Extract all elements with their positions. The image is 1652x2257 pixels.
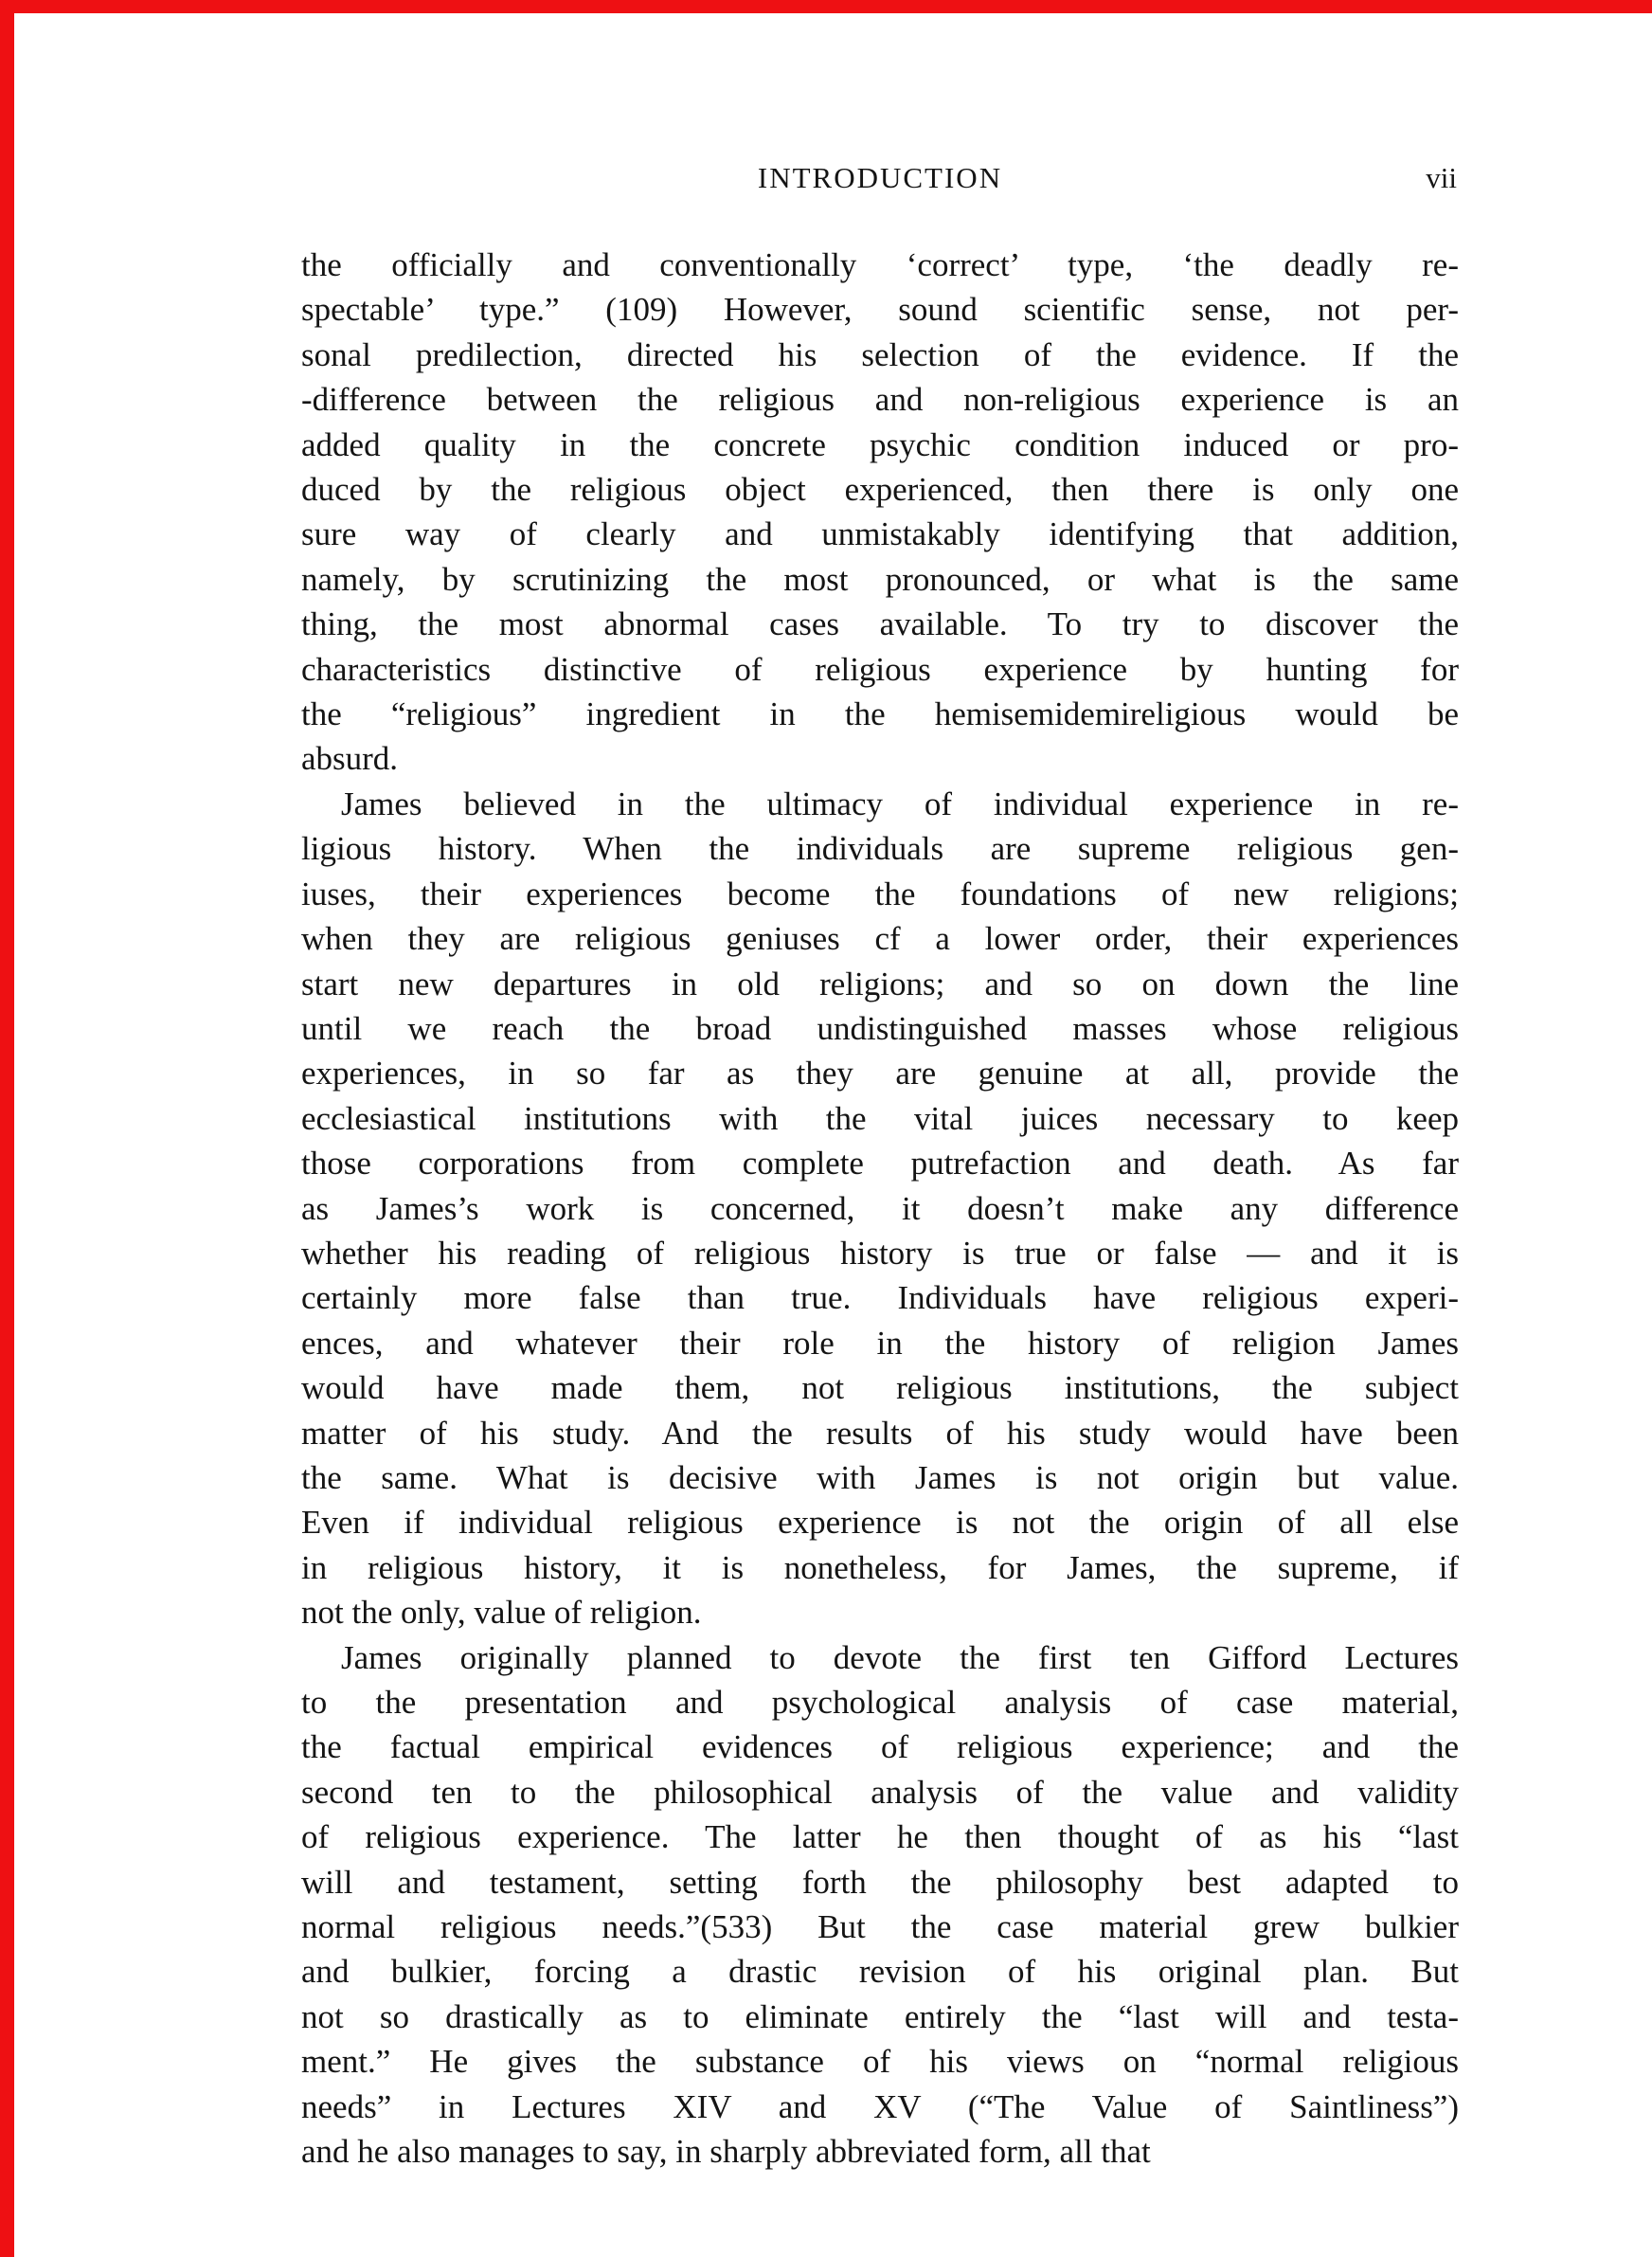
text-line: ences, and whatever their role in the history of religion James [301, 1324, 1459, 1362]
text-line: -difference between the religious and non-religious experience is an [301, 381, 1459, 419]
text-line: those corporations from complete putrefaction and death. As far [301, 1145, 1459, 1183]
text-line: of religious experience. The latter he then thought of as his “last [301, 1818, 1459, 1856]
text-line: in religious history, it is nonetheless, for James, the supreme, if [301, 1548, 1459, 1586]
scan-red-edge-top [0, 0, 1652, 13]
paragraph [301, 1635, 1459, 2175]
text-line: normal religious needs.”(533) But the case material grew bulkier [301, 1908, 1459, 1946]
text-line: namely, by scrutinizing the most pronounced, or what is the same [301, 560, 1459, 598]
text-line: sure way of clearly and unmistakably identifying that addition, [301, 515, 1459, 553]
text-line: Even if individual religious experience is not the origin of all else [301, 1504, 1459, 1542]
text-line: thing, the most abnormal cases available. To try to discover the [301, 605, 1459, 643]
text-line: as James’s work is concerned, it doesn’t make any difference [301, 1189, 1459, 1227]
text-line: iuses, their experiences become the foundations of new religions; [301, 875, 1459, 912]
text-line: ligious history. When the individuals are supreme religious gen- [301, 830, 1459, 868]
text-line: James originally planned to devote the first ten Gifford Lectures [341, 1638, 1459, 1676]
text-line: added quality in the concrete psychic condition induced or pro- [301, 425, 1459, 463]
scan-red-edge-left [0, 0, 14, 2257]
text-line: duced by the religious object experienced, then there is only one [301, 471, 1459, 509]
page-header [301, 161, 1459, 205]
text-line: ment.” He gives the substance of his views on “normal religious [301, 2043, 1459, 2081]
text-line: second ten to the philosophical analysis of the value and validity [301, 1773, 1459, 1811]
text-line: would have made them, not religious institutions, the subject [301, 1369, 1459, 1407]
text-line: not the only, value of religion. [301, 1594, 702, 1632]
text-line: experiences, in so far as they are genuine at all, provide the [301, 1055, 1459, 1092]
text-line: sonal predilection, directed his selection of the evidence. If the [301, 335, 1459, 373]
text-line: James believed in the ultimacy of individual experience in re- [341, 785, 1459, 822]
text-line: start new departures in old religions; and so on down the line [301, 965, 1459, 1002]
text-line: when they are religious geniuses cf a lower order, their experiences [301, 920, 1459, 958]
text-line: to the presentation and psychological analysis of case material, [301, 1684, 1459, 1721]
text-line: the same. What is decisive with James is not origin but value. [301, 1458, 1459, 1496]
text-line: and he also manages to say, in sharply abbreviated form, all that [301, 2133, 1151, 2171]
text-line: needs” in Lectures XIV and XV (“The Value of Saintliness”) [301, 2087, 1459, 2125]
body-text [301, 243, 1459, 2174]
page-number: vii [1426, 161, 1457, 194]
paragraph [301, 243, 1459, 782]
paragraph [301, 782, 1459, 1635]
text-line: until we reach the broad undistinguished masses whose religious [301, 1009, 1459, 1047]
text-line: matter of his study. And the results of his study would have been [301, 1414, 1459, 1452]
text-line: and bulkier, forcing a drastic revision of his original plan. But [301, 1953, 1459, 1991]
text-line: certainly more false than true. Individuals have religious experi- [301, 1279, 1459, 1317]
text-line: the factual empirical evidences of religious experience; and the [301, 1728, 1459, 1766]
text-line: absurd. [301, 740, 399, 778]
text-line: ecclesiastical institutions with the vital juices necessary to keep [301, 1099, 1459, 1137]
text-line: characteristics distinctive of religious experience by hunting for [301, 650, 1459, 688]
text-line: spectable’ type.” (109) However, sound scientific sense, not per- [301, 291, 1459, 329]
text-line: not so drastically as to eliminate entirely the “last will and testa- [301, 1997, 1459, 2035]
page-content [301, 161, 1459, 2174]
running-head: INTRODUCTION [757, 161, 1003, 194]
text-line: the officially and conventionally ‘correct’ type, ‘the deadly re- [301, 246, 1459, 283]
text-line: the “religious” ingredient in the hemisemidemireligious would be [301, 695, 1459, 733]
text-line: will and testament, setting forth the philosophy best adapted to [301, 1863, 1459, 1901]
text-line: whether his reading of religious history is true or false — and it is [301, 1234, 1459, 1272]
